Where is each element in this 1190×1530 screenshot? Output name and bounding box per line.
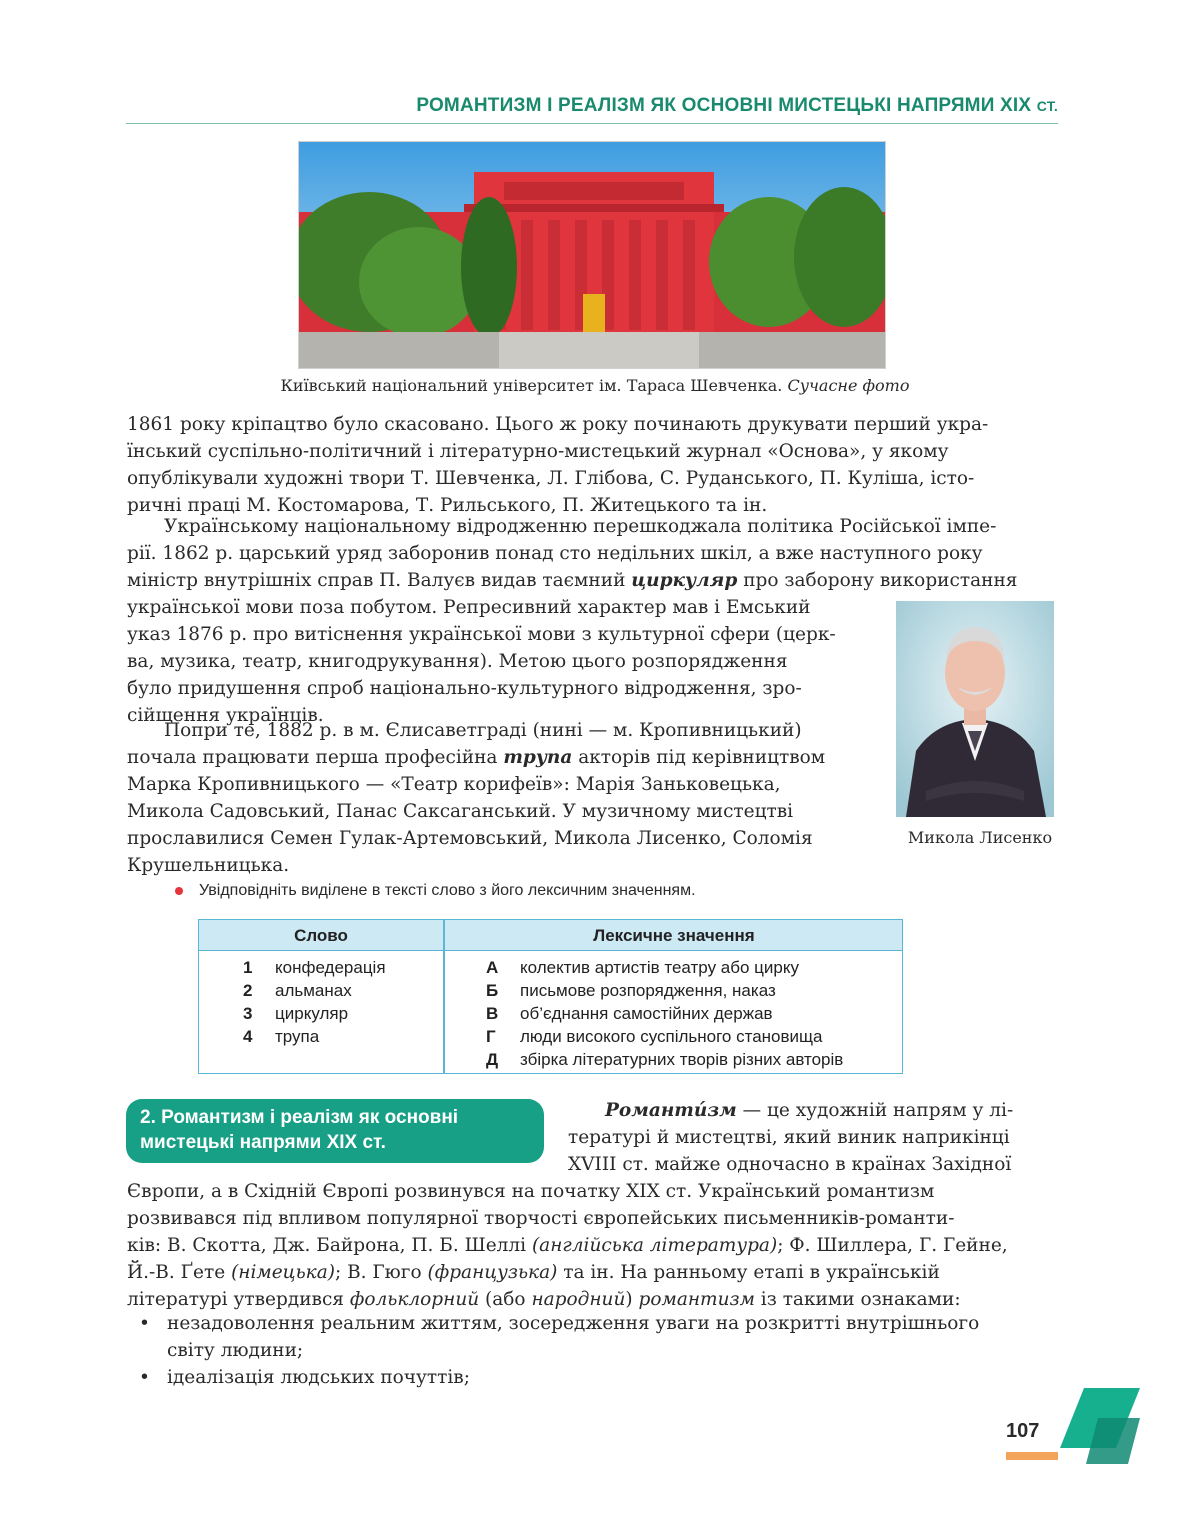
paragraph-romanticism [127,1178,1055,1313]
photo-caption [150,376,1040,395]
text-line: ва, музика, театр, книгодрукування). Метою цього розпорядження [127,651,788,672]
lysenko-portrait [896,601,1054,817]
university-photo [298,141,886,369]
text-line: ричні праці М. Костомарова, Т. Рильського, П. Житецького та ін. [127,495,768,516]
list-item-line: • незадоволення реальним життям, зосередження уваги на розкритті внутрішнього [167,1313,980,1334]
photo-caption-italic: Сучасне фото [787,376,910,395]
running-header-suffix: СТ. [1036,98,1058,114]
list-item [127,1364,1055,1391]
paragraph-ems-decree [127,594,869,729]
text-line [127,744,869,771]
text-span: ; Ф. Шиллера, Г. Гейне, [777,1235,1008,1256]
meaning-letter: Д [486,1050,499,1069]
word-item: альманах [275,981,352,1000]
meaning-item: збірка літературних творів різних авторів [520,1050,844,1069]
section-heading-line: мистецькі напрями XIX ст. [140,1132,386,1153]
text-line [568,1097,1055,1124]
text-line: розвивався під впливом популярної творчості європейських письменників-романти- [127,1208,955,1229]
task-bullet-icon [175,887,183,895]
definition-term: Романти́зм [605,1100,737,1121]
text-line: Попри те, 1882 р. в м. Єлисаветграді (нині — м. Кропивницький) [164,720,802,741]
text-span: із такими ознаками: [754,1289,961,1310]
italic-span: народний [531,1289,626,1310]
word-item: конфедерація [275,958,386,977]
column-header-meaning: Лексичне значення [593,926,755,945]
text-span: Й.-В. Ґете [127,1262,232,1283]
text-span: акторів під керівництвом [572,747,826,768]
page-corner-decoration [1058,1388,1148,1464]
text-line: Микола Садовський, Панас Саксаганський. У музичному мистецтві [127,801,794,822]
italic-span: (німецька) [231,1262,335,1283]
italic-span: (французька) [427,1262,558,1283]
text-line: рії. 1862 р. царський уряд заборонив понад сто недільних шкіл, а вже наступного року [127,543,983,564]
text-line: сійщення українців. [127,705,324,726]
text-span: ; В. Гюго [334,1262,428,1283]
text-line: Українському національному відродженню перешкоджала політика Російської імпе- [164,516,997,537]
university-illustration [299,142,885,368]
text-line: Європи, а в Східній Європі розвинувся на початку XIX ст. Український романтизм [127,1181,935,1202]
text-line: прославилися Семен Гулак-Артемовський, Микола Лисенко, Соломія [127,828,813,849]
portrait-caption: Микола Лисенко [907,828,1053,847]
text-line [127,567,1055,594]
text-line: 1861 року кріпацтво було скасовано. Цього ж року починають друкувати перший укра- [127,414,989,435]
text-span: про заборону використання [737,570,1018,591]
list-item-line: світу людини; [167,1340,304,1361]
matching-table [198,919,903,1074]
running-header [300,95,1058,117]
paragraph-theatre [127,717,869,879]
word-number: 3 [243,1004,253,1023]
column-header-word: Слово [294,926,348,945]
text-span: ків: В. Скотта, Дж. Байрона, П. Б. Шеллі [127,1235,532,1256]
text-line: тературі й мистецтві, який виник наприкінці [568,1127,1010,1148]
text-line [127,1286,1055,1313]
text-line: їнський суспільно-політичний і літературно-мистецький журнал «Основа», у якому [127,441,949,462]
running-header-title: РОМАНТИЗМ І РЕАЛІЗМ ЯК ОСНОВНІ МИСТЕЦЬКІ НАПРЯМИ XIX [416,95,1032,116]
word-item: трупа [275,1027,320,1046]
text-line: Крушельницька. [127,855,290,876]
section-heading [126,1099,544,1163]
paragraph-valuev [127,513,1055,594]
word-number: 4 [243,1027,253,1046]
features-list [127,1310,1055,1391]
word-number: 2 [243,981,253,1000]
text-span: ) [625,1289,639,1310]
list-item-line: • ідеалізація людських почуттів; [167,1367,470,1388]
section-heading-line: 2. Романтизм і реалізм як основні [140,1107,459,1128]
text-span: (або [479,1289,532,1310]
photo-caption-main: Київський національний університет ім. Тараса Шевченка. [280,376,783,395]
italic-span: (англійська література) [531,1235,778,1256]
meaning-item: колектив артистів театру або цирку [520,958,799,977]
italic-span: фольклорний [349,1289,480,1310]
text-line [127,1232,1055,1259]
text-line: указ 1876 р. про витіснення української мови з культурної сфери (церк- [127,624,836,645]
meaning-letter: Б [486,981,499,1000]
text-span: літературі утвердився [127,1289,350,1310]
word-item: циркуляр [275,1004,349,1023]
meaning-item: люди високого суспільного становища [520,1027,823,1046]
meaning-letter: В [486,1004,499,1023]
highlighted-term: трупа [503,747,573,768]
meaning-letter: А [486,958,499,977]
text-line: було придушення спроб національно-культурного відродження, зро- [127,678,802,699]
portrait-illustration [896,601,1054,817]
page-number: 107 [1006,1420,1040,1442]
word-number: 1 [243,958,253,977]
text-line: української мови поза побутом. Репресивний характер мав і Емський [127,597,811,618]
text-span: та ін. На ранньому етапі в українській [557,1262,940,1283]
meaning-item: об’єднання самостійних держав [520,1004,773,1023]
text-span: міністр внутрішніх справ П. Валуєв видав таємний [127,570,632,591]
italic-span: романтизм [638,1289,755,1310]
text-span: почала працювати перша професійна [127,747,504,768]
text-line: Марка Кропивницького — «Театр корифеїв»: Марія Заньковецька, [127,774,781,795]
text-line [127,1259,1055,1286]
list-item [127,1310,1055,1364]
header-rule [126,123,1058,124]
paragraph-osnova [127,411,1055,519]
meaning-item: письмове розпорядження, наказ [520,981,776,1000]
highlighted-term: циркуляр [631,570,738,591]
text-line: опублікували художні твори Т. Шевченка, Л. Глібова, С. Руданського, П. Куліша, істо- [127,468,975,489]
page-number-underline [1006,1452,1058,1460]
meaning-letter: Г [486,1027,496,1046]
text-line: XVIII ст. майже одночасно в країнах Західної [568,1154,1012,1175]
paragraph-romanticism-intro [568,1097,1055,1178]
task-instruction: Увідповідніть виділене в тексті слово з його лексичним значенням. [199,882,696,899]
text-span: — це художній напрям у лі- [736,1100,1014,1121]
